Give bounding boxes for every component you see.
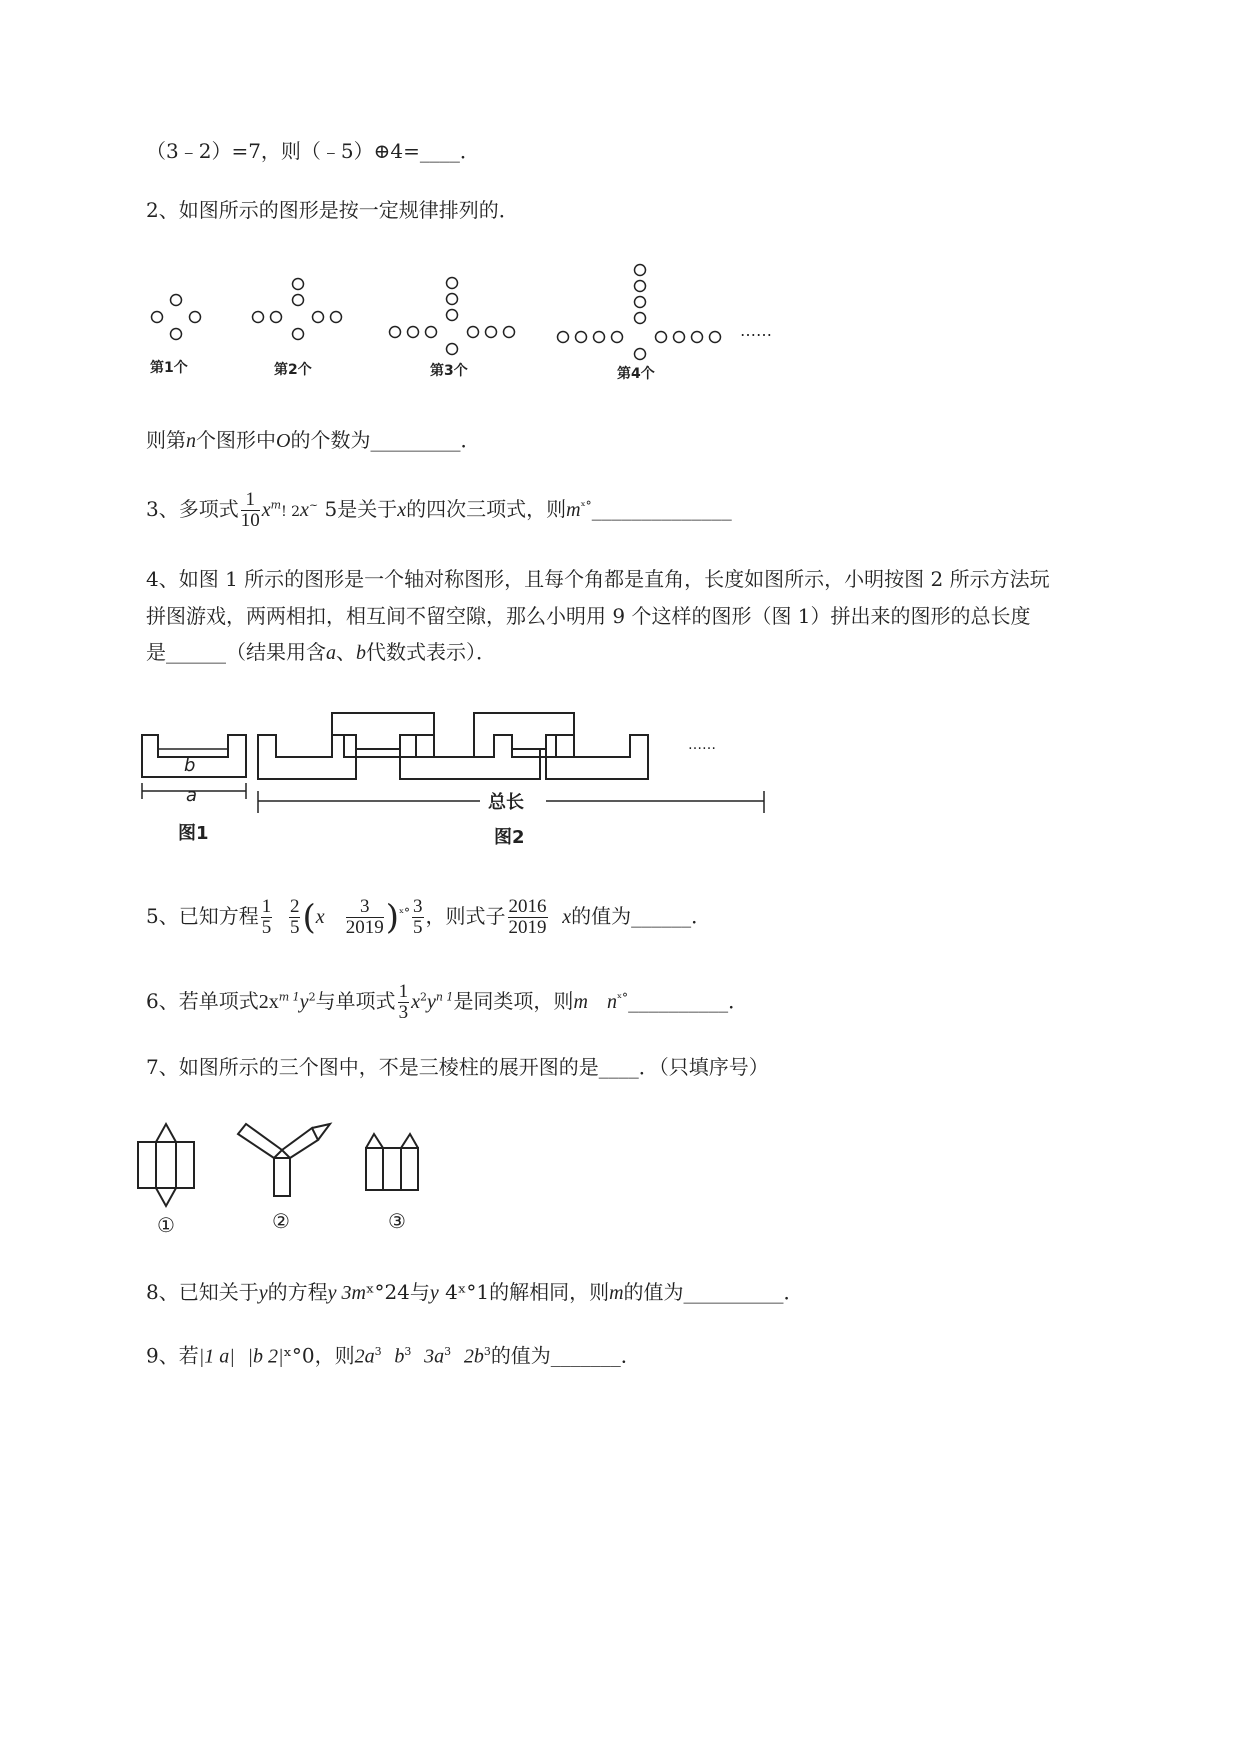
q5-line: 5、已知方程 $\frac{1}{5}$ $\frac{2}{5}$ (x $\frac{3}{2019}$ )$^{ˣ^\circ}$ $\frac{3}{5}$ ，则式子 $\frac{2016}{2019}$ x的值为______． [146, 896, 712, 938]
q4-line-1: 4、如图 1 所示的图形是一个轴对称图形，且每个角都是直角，长度如图所示，小明按图 2 所示方法玩 [146, 567, 1050, 591]
q4-dots: …… [688, 737, 716, 753]
q7-figure [130, 1120, 450, 1245]
q7-text: 7、如图所示的三个图中，不是三棱柱的展开图的是____．（只填序号） [146, 1055, 769, 1079]
fig2-caption: 图2 [494, 827, 525, 848]
q7-label-1: ① [157, 1213, 175, 1237]
fig1-label-b: b [184, 755, 196, 776]
q8-line: 8、已知关于y的方程y 3mˣ°24与y 4ˣ°1的解相同，则m的值为__________． [146, 1280, 804, 1304]
q2-answer-line: 则第n个图形中O的个数为_________． [146, 428, 481, 452]
q2-figure [140, 255, 820, 385]
var-n: n [186, 430, 196, 452]
q3-line: 3、多项式 $\frac{1}{10}$ $x^m$! 2x~ 5是关于x的四次三项式，则$m^{ˣ^\circ}\_\_\_\_\_\_\_\_\_\_\_\_\_\_$ [146, 489, 732, 531]
fig1-label-a: a [186, 785, 198, 806]
q3-fraction: $\frac{1}{10}$ [240, 489, 260, 531]
q2-dots: …… [740, 321, 772, 340]
q7-label-3: ③ [388, 1209, 406, 1233]
q2-label-3: 第3个 [430, 363, 468, 379]
total-length-label: 总长 [488, 792, 524, 813]
q4-figure [138, 705, 788, 855]
q4-line-3: 是______（结果用含a、b代数式表示）． [146, 640, 496, 664]
q2-text: 2、如图所示的图形是按一定规律排列的． [146, 198, 519, 222]
q2-label-2: 第2个 [274, 362, 312, 378]
q2-label-1: 第1个 [150, 360, 188, 376]
q1-tail-text: （3﹣2）=7，则（﹣5）⊕4=____． [146, 139, 480, 163]
q2-label-4: 第4个 [617, 366, 655, 382]
fig1-caption: 图1 [178, 823, 209, 844]
q4-line-2: 拼图游戏，两两相扣，相互间不留空隙，那么小明用 9 个这样的图形（图 1）拼出来的图形的总长度 [146, 604, 1031, 628]
var-o: O [276, 430, 291, 452]
q7-label-2: ② [272, 1209, 290, 1233]
q6-line: 6、若单项式$2x^{m 1}y^2$与单项式 $\frac{1}{3}$ $x^2y^{n 1}$是同类项，则m $n^{ˣ^\circ}\_\_\_\_\_\_\_\_\_\_$． [146, 981, 749, 1023]
q9-line: 9、若|1 a| |b 2|ˣ°0，则$2a^3$ $b^3$ $3a^3$ $2b^3$的值为_______． [146, 1343, 641, 1368]
